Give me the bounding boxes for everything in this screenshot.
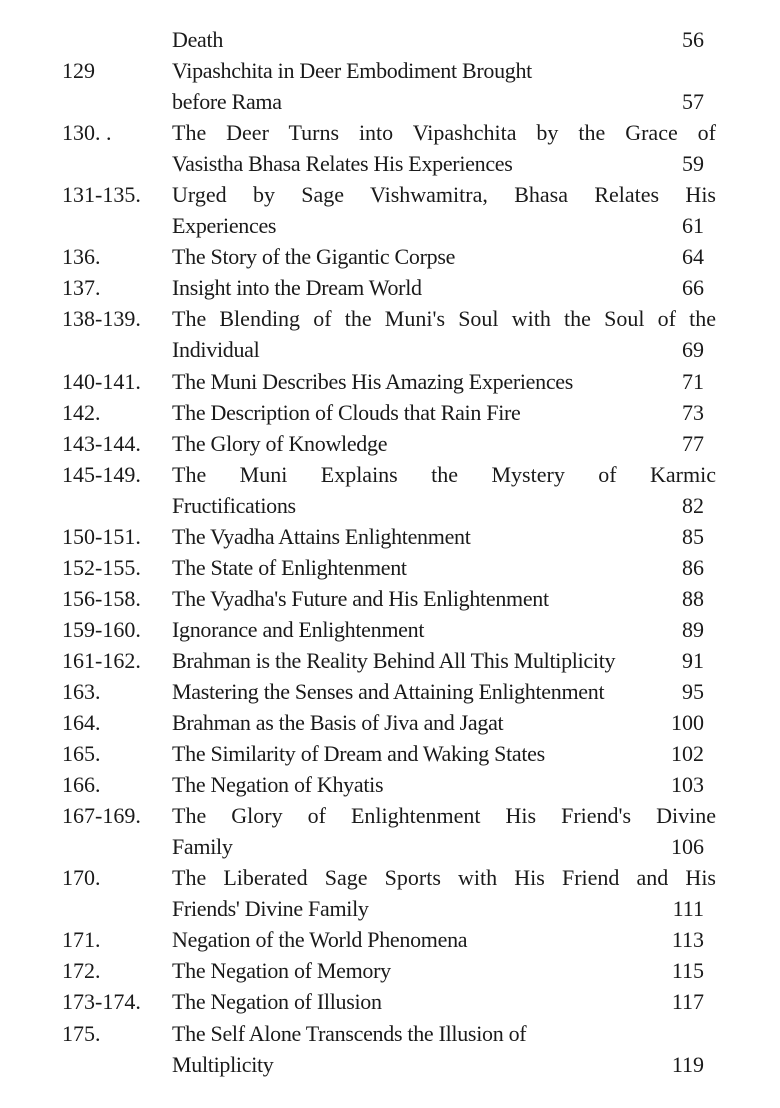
chapter-number: 140-141. <box>62 368 141 394</box>
chapter-number: 129 <box>62 58 95 84</box>
page-number: 115 <box>671 958 704 984</box>
page-number: 57 <box>682 89 704 115</box>
page-number: 66 <box>682 275 704 301</box>
chapter-title: The Negation of Khyatis <box>172 772 384 798</box>
chapter-title: The Self Alone Transcends the Illusion of <box>172 1020 527 1046</box>
chapter-number: 159-160. <box>62 616 141 642</box>
toc-entry-line <box>0 800 780 831</box>
toc-entry-line <box>0 334 780 365</box>
chapter-number: 166. <box>62 772 101 798</box>
chapter-number: 150-151. <box>62 523 141 549</box>
toc-entry-line <box>0 55 780 86</box>
chapter-number: 175. <box>62 1020 101 1046</box>
toc-entry-line <box>0 707 780 738</box>
chapter-number: 136. <box>62 244 101 270</box>
chapter-title: The Negation of Memory <box>172 958 391 984</box>
table-of-contents <box>0 24 780 1080</box>
chapter-number: 138-139. <box>62 306 141 332</box>
chapter-title: Brahman is the Reality Behind All This Multiplicity <box>172 647 616 673</box>
chapter-number: 173-174. <box>62 989 141 1015</box>
toc-entry-line <box>0 86 780 117</box>
chapter-number: 167-169. <box>62 803 141 829</box>
chapter-title: The Liberated Sage Sports with His Friend and His <box>172 865 716 891</box>
chapter-title: The Deer Turns into Vipashchita by the Grace of <box>172 120 716 146</box>
toc-entry-line <box>0 117 780 148</box>
page-number: 95 <box>682 678 704 704</box>
chapter-number: 163. <box>62 678 101 704</box>
chapter-number: 170. <box>62 865 101 891</box>
chapter-title: Fructifications <box>172 492 296 518</box>
chapter-title: The Glory of Enlightenment His Friend's Divine <box>172 803 716 829</box>
toc-entry-line <box>0 831 780 862</box>
toc-entry-line <box>0 893 780 924</box>
chapter-title: Experiences <box>172 213 277 239</box>
page-number: 119 <box>671 1051 704 1077</box>
page-number: 102 <box>671 741 704 767</box>
chapter-title: Multiplicity <box>172 1051 274 1077</box>
toc-entry-line <box>0 1049 780 1080</box>
chapter-title: Friends' Divine Family <box>172 896 369 922</box>
page-number: 56 <box>682 27 704 52</box>
chapter-title: Urged by Sage Vishwamitra, Bhasa Relates His <box>172 182 716 208</box>
toc-entry-line <box>0 366 780 397</box>
page-number: 73 <box>682 399 704 425</box>
toc-entry-line <box>0 645 780 676</box>
toc-entry-line <box>0 1018 780 1049</box>
chapter-number: 152-155. <box>62 554 141 580</box>
chapter-number: 142. <box>62 399 101 425</box>
chapter-number: 156-158. <box>62 585 141 611</box>
toc-entry-line <box>0 210 780 241</box>
toc-entry-line <box>0 583 780 614</box>
page-number: 103 <box>671 772 704 798</box>
toc-entry-line <box>0 303 780 334</box>
chapter-title: Mastering the Senses and Attaining Enlightenment <box>172 678 605 704</box>
toc-entry-line <box>0 459 780 490</box>
chapter-title: The Description of Clouds that Rain Fire <box>172 399 521 425</box>
chapter-number: 171. <box>62 927 101 953</box>
chapter-number: 172. <box>62 958 101 984</box>
page-number: 106 <box>671 834 704 860</box>
toc-entry-line <box>0 552 780 583</box>
page-number: 77 <box>682 430 704 456</box>
page-number: 86 <box>682 554 704 580</box>
page-number: 64 <box>682 244 704 270</box>
chapter-title: Vipashchita in Deer Embodiment Brought <box>172 58 532 84</box>
page-number: 117 <box>671 989 704 1015</box>
chapter-number: 143-144. <box>62 430 141 456</box>
toc-entry-line <box>0 738 780 769</box>
page-number: 91 <box>682 647 704 673</box>
chapter-title: The Vyadha's Future and His Enlightenment <box>172 585 549 611</box>
toc-entry-line <box>0 955 780 986</box>
chapter-title: The Glory of Knowledge <box>172 430 388 456</box>
chapter-number: 137. <box>62 275 101 301</box>
chapter-number: 131-135. <box>62 182 141 208</box>
toc-entry-line <box>0 521 780 552</box>
chapter-title: Negation of the World Phenomena <box>172 927 468 953</box>
chapter-number: 130. . <box>62 120 112 146</box>
toc-entry-line <box>0 397 780 428</box>
toc-entry-line <box>0 924 780 955</box>
page-number: 85 <box>682 523 704 549</box>
page-number: 59 <box>682 151 704 177</box>
page-number: 82 <box>682 492 704 518</box>
page-number: 88 <box>682 585 704 611</box>
toc-entry-line <box>0 428 780 459</box>
chapter-title: The Muni Describes His Amazing Experiences <box>172 368 574 394</box>
toc-entry-line <box>0 179 780 210</box>
chapter-title: The Similarity of Dream and Waking States <box>172 741 545 767</box>
page-number: 69 <box>682 337 704 363</box>
chapter-number: 145-149. <box>62 461 141 487</box>
chapter-title: Ignorance and Enlightenment <box>172 616 425 642</box>
chapter-number: 161-162. <box>62 647 141 673</box>
chapter-number: 165. <box>62 741 101 767</box>
page-number: 113 <box>671 927 704 953</box>
toc-entry-line <box>0 241 780 272</box>
chapter-title: The Vyadha Attains Enlightenment <box>172 523 471 549</box>
page-number: 111 <box>672 896 704 922</box>
chapter-title: Vasistha Bhasa Relates His Experiences <box>172 151 513 177</box>
chapter-title: Family <box>172 834 233 860</box>
toc-entry-line <box>0 614 780 645</box>
toc-entry-line <box>0 769 780 800</box>
chapter-title: The Negation of Illusion <box>172 989 382 1015</box>
toc-entry-line <box>0 24 780 55</box>
chapter-title: The State of Enlightenment <box>172 554 407 580</box>
chapter-title: The Muni Explains the Mystery of Karmic <box>172 461 716 487</box>
chapter-title: Individual <box>172 337 260 363</box>
page-number: 71 <box>682 368 704 394</box>
page-number: 61 <box>682 213 704 239</box>
chapter-title: Death <box>172 27 224 52</box>
chapter-title: Insight into the Dream World <box>172 275 422 301</box>
toc-entry-line <box>0 986 780 1017</box>
toc-entry-line <box>0 272 780 303</box>
toc-entry-line <box>0 148 780 179</box>
chapter-number: 164. <box>62 710 101 736</box>
page-number: 100 <box>671 710 704 736</box>
toc-entry-line <box>0 490 780 521</box>
page-number: 89 <box>682 616 704 642</box>
chapter-title: The Story of the Gigantic Corpse <box>172 244 456 270</box>
chapter-title: before Rama <box>172 89 282 115</box>
toc-entry-line <box>0 862 780 893</box>
chapter-title: The Blending of the Muni's Soul with the Soul of the <box>172 306 716 332</box>
chapter-title: Brahman as the Basis of Jiva and Jagat <box>172 710 504 736</box>
toc-entry-line <box>0 676 780 707</box>
